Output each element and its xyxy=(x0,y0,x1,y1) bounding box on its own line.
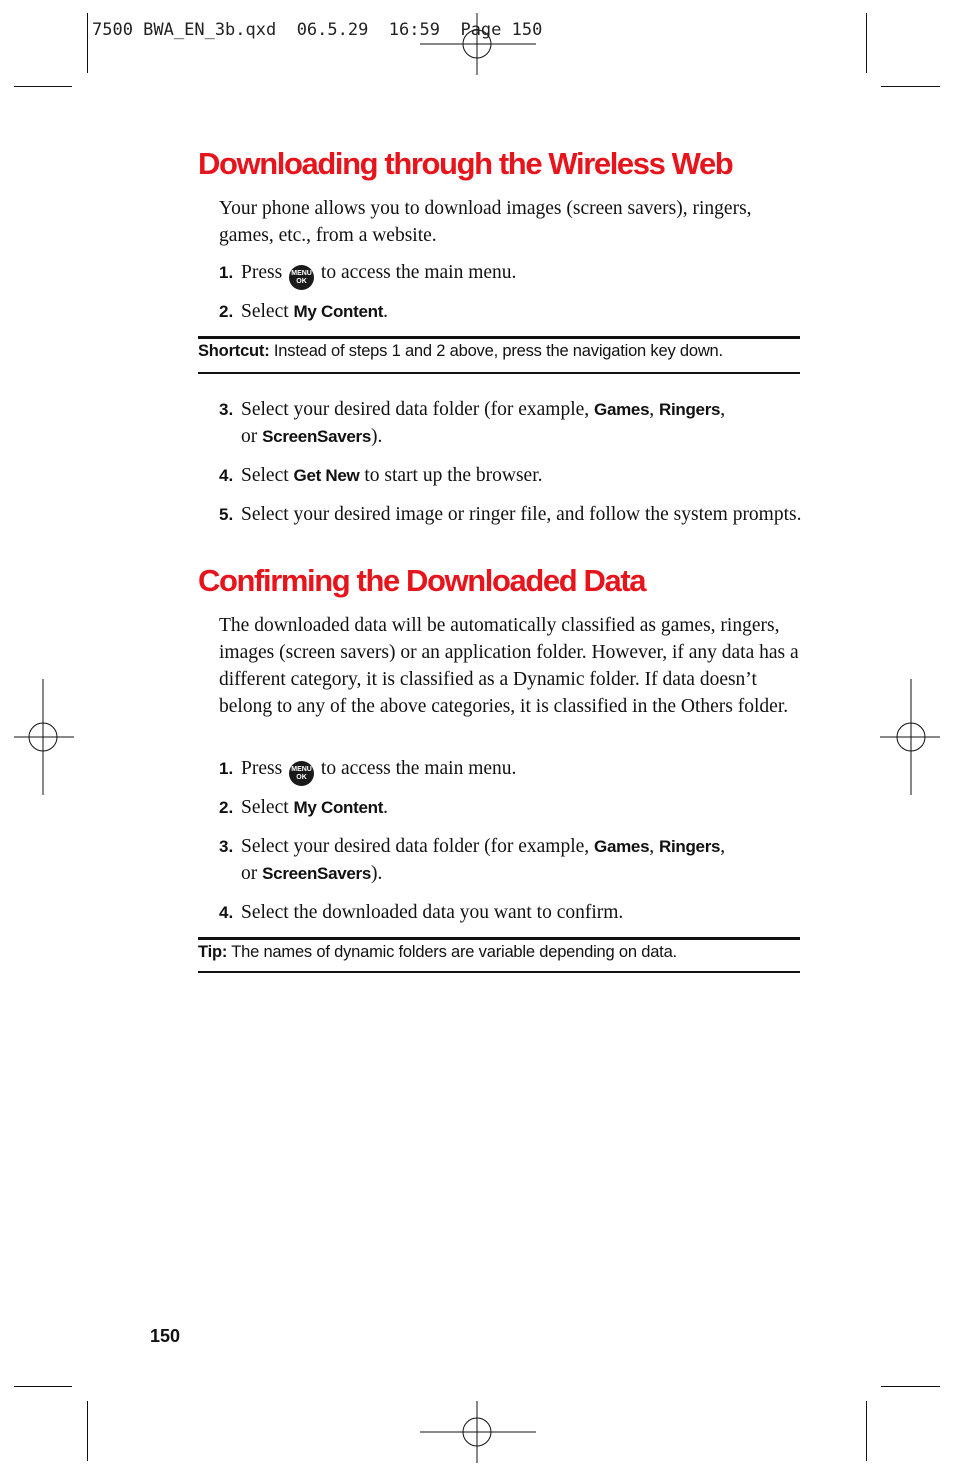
tip-note xyxy=(198,943,800,962)
section1-step-1: 1. Press MENU OK to access the main menu. xyxy=(219,259,804,290)
tip-rule-bottom xyxy=(198,971,800,973)
step-number: 3. xyxy=(219,837,234,856)
registration-mark-right xyxy=(880,679,940,795)
registration-mark-top xyxy=(420,13,536,75)
note-rule-top xyxy=(198,336,800,339)
folder-screensavers: ScreenSavers xyxy=(262,864,372,883)
tip-label: Tip: xyxy=(198,943,228,961)
step-number: 1. xyxy=(219,263,234,282)
menu-item-get-new: Get New xyxy=(293,466,360,485)
section-title-downloading: Downloading through the Wireless Web xyxy=(198,146,733,181)
tip-rule-top xyxy=(198,937,800,940)
registration-mark-left xyxy=(14,679,74,795)
shortcut-text: Instead of steps 1 and 2 above, press the navigation key down. xyxy=(273,342,723,360)
section1-intro: Your phone allows you to download images (screen savers), ringers, games, etc., from a website. xyxy=(219,198,752,246)
menu-ok-key-icon: MENU OK xyxy=(289,761,314,786)
registration-mark-bottom xyxy=(420,1401,536,1463)
folder-games: Games xyxy=(594,400,650,419)
step-number: 5. xyxy=(219,505,234,524)
section1-step-5: 5. Select your desired image or ringer file, and follow the system prompts. xyxy=(219,501,804,528)
shortcut-label: Shortcut: xyxy=(198,342,270,360)
menu-item-my-content: My Content xyxy=(293,798,384,817)
note-rule-bottom xyxy=(198,372,800,374)
section1-step-3: 3. Select your desired data folder (for example, Games, Ringers, or ScreenSavers). xyxy=(219,396,804,450)
section-title-confirming: Confirming the Downloaded Data xyxy=(198,563,646,598)
folder-ringers: Ringers xyxy=(658,837,721,856)
folder-games: Games xyxy=(594,837,650,856)
tip-text: The names of dynamic folders are variable depending on data. xyxy=(231,943,677,961)
folder-screensavers: ScreenSavers xyxy=(262,427,372,446)
section2-step-2: 2. Select My Content. xyxy=(219,794,804,821)
section2-step-4: 4. Select the downloaded data you want to confirm. xyxy=(219,899,804,926)
section1-step-4: 4. Select Get New to start up the browser. xyxy=(219,462,804,489)
menu-ok-key-icon: MENU OK xyxy=(289,265,314,290)
folder-ringers: Ringers xyxy=(658,400,721,419)
shortcut-note xyxy=(198,342,800,361)
menu-item-my-content: My Content xyxy=(293,302,384,321)
step-number: 2. xyxy=(219,302,234,321)
step-number: 2. xyxy=(219,798,234,817)
section1-step-2: 2. Select My Content. xyxy=(219,298,804,325)
step-number: 4. xyxy=(219,466,234,485)
step-number: 4. xyxy=(219,903,234,922)
section2-step-1: 1. Press MENU OK to access the main menu. xyxy=(219,755,804,786)
printer-slug: 7500 BWA_EN_3b.qxd 06.5.29 16:59 Page 150 xyxy=(92,20,543,40)
step-number: 3. xyxy=(219,400,234,419)
step-number: 1. xyxy=(219,759,234,778)
section2-step-3: 3. Select your desired data folder (for example, Games, Ringers, or ScreenSavers). xyxy=(219,833,804,887)
section2-intro: The downloaded data will be automatically classified as games, ringers, images (screen savers) or an application folder. However, if any data has a different category, it is classified as a Dynamic folder. If data doesn’t belong to any of the above categories, it is classified in the Others folder. xyxy=(219,615,799,717)
page-number: 150 xyxy=(150,1326,181,1346)
